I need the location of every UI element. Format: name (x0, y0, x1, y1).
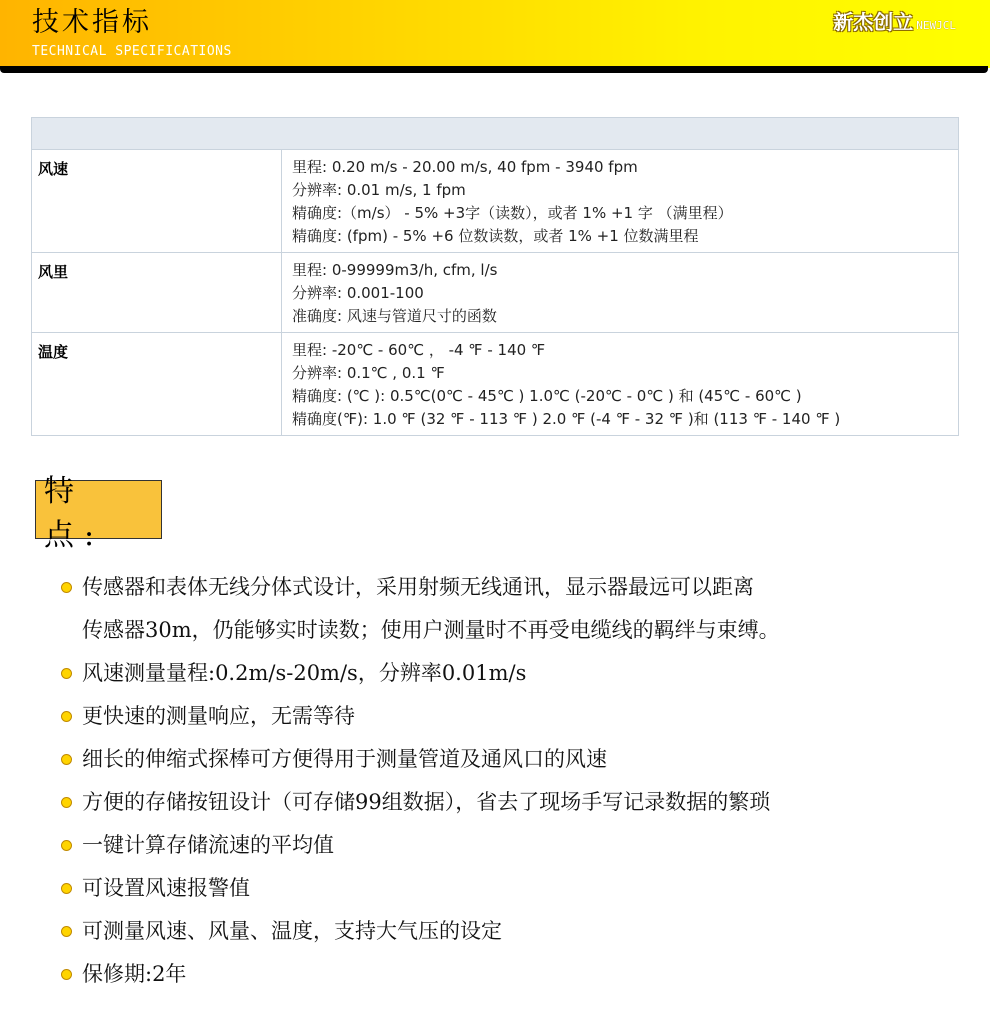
feature-item (60, 781, 960, 824)
bullet-dot-icon (61, 754, 72, 765)
bullet-dot-icon (61, 926, 72, 937)
feature-text: 可测量风速、风量、温度，支持大气压的设定 (82, 919, 502, 943)
spec-line: 里程: 0-99999m3/h, cfm, l/s (292, 261, 498, 279)
features-badge (35, 473, 162, 553)
feature-text: 更快速的测量响应，无需等待 (82, 704, 355, 728)
feature-list (60, 566, 960, 996)
bullet-dot-icon (61, 797, 72, 808)
brand-name-en: NEWJCL (916, 19, 956, 32)
bullet-dot-icon (61, 840, 72, 851)
spec-name: 风速 (32, 150, 282, 253)
spec-row (32, 333, 959, 436)
feature-item (60, 910, 960, 953)
feature-item (60, 695, 960, 738)
feature-item (60, 738, 960, 781)
spec-line: 分辨率: 0.01 m/s, 1 fpm (292, 181, 466, 199)
bullet-dot-icon (61, 883, 72, 894)
spec-row (32, 253, 959, 333)
spec-detail (282, 253, 959, 333)
spec-table-header-cell (32, 118, 959, 150)
spec-line: 精确度:（m/s） - 5% +3字（读数），或者 1% +1 字 （满里程） (292, 204, 733, 222)
spec-table-header (32, 118, 959, 150)
feature-text: 一键计算存储流速的平均值 (82, 833, 334, 857)
brand-logo (833, 9, 956, 35)
spec-line: 里程: -20℃ - 60℃ ， -4 ℉ - 140 ℉ (292, 341, 546, 359)
bullet-dot-icon (61, 582, 72, 593)
spec-line: 里程: 0.20 m/s - 20.00 m/s, 40 fpm - 3940 fpm (292, 158, 638, 176)
spec-name: 温度 (32, 333, 282, 436)
page-subtitle: TECHNICAL SPECIFICATIONS (32, 44, 232, 59)
header-banner (0, 0, 990, 74)
spec-detail (282, 333, 959, 436)
spec-line: 准确度: 风速与管道尺寸的函数 (292, 307, 497, 325)
feature-text: 方便的存储按钮设计（可存储99组数据），省去了现场手写记录数据的繁琐 (82, 790, 771, 814)
feature-text: 风速测量量程:0.2m/s-20m/s，分辨率0.01m/s (82, 661, 527, 685)
feature-text: 传感器和表体无线分体式设计，采用射频无线通讯，显示器最远可以距离 (82, 575, 754, 599)
feature-text: 保修期:2年 (82, 962, 187, 986)
spec-line: 精确度: (fpm) - 5% +6 位数读数，或者 1% +1 位数满里程 (292, 227, 699, 245)
banner-underline (0, 66, 988, 73)
feature-item (60, 953, 960, 996)
spec-detail (282, 150, 959, 253)
bullet-dot-icon (61, 668, 72, 679)
feature-text-continuation: 传感器30m，仍能够实时读数；使用户测量时不再受电缆线的羁绊与束缚。 (82, 618, 780, 642)
feature-text: 可设置风速报警值 (82, 876, 250, 900)
spec-table (31, 117, 959, 436)
feature-item (60, 824, 960, 867)
feature-item (60, 867, 960, 910)
spec-line: 分辨率: 0.1℃ , 0.1 ℉ (292, 364, 445, 382)
feature-item (60, 652, 960, 695)
feature-text: 细长的伸缩式探棒可方便得用于测量管道及通风口的风速 (82, 747, 607, 771)
spec-line: 精确度: (℃ ): 0.5℃(0℃ - 45℃ ) 1.0℃ (-20℃ - 0℃ ) 和 (45℃ - 60℃ ) (292, 387, 802, 405)
spec-table-body (32, 150, 959, 436)
brand-name-cn: 新杰创立 (833, 10, 914, 34)
bullet-dot-icon (61, 711, 72, 722)
features-title: 特 点: (44, 473, 105, 553)
spec-line: 分辨率: 0.001-100 (292, 284, 424, 302)
spec-line: 精确度(℉): 1.0 ℉ (32 ℉ - 113 ℉ ) 2.0 ℉ (-4 ℉ - 32 ℉ )和 (113 ℉ - 140 ℉ ) (292, 410, 841, 428)
bullet-dot-icon (61, 969, 72, 980)
spec-row (32, 150, 959, 253)
feature-item (60, 566, 960, 652)
spec-name: 风里 (32, 253, 282, 333)
page-title: 技术指标 (32, 7, 152, 38)
